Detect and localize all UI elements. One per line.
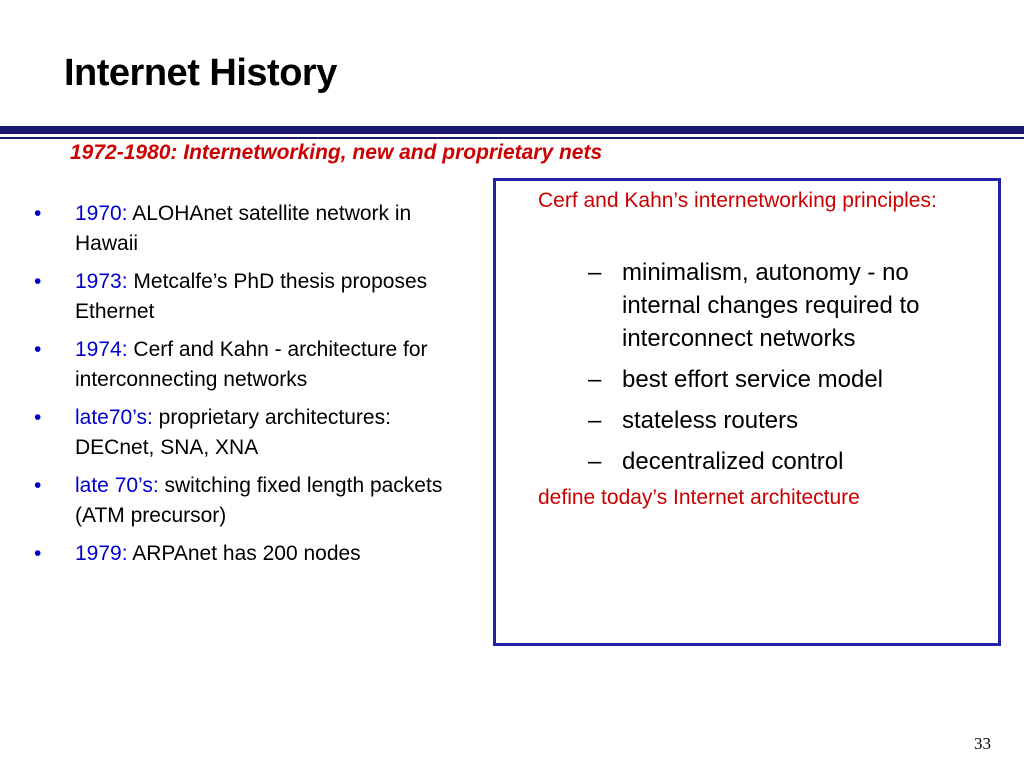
list-item-year: 1973: bbox=[75, 270, 128, 293]
list-item-text: switching fixed length packets (ATM precursor) bbox=[75, 474, 443, 527]
principles-footer: define today’s Internet architecture bbox=[538, 486, 860, 509]
bullet-icon: • bbox=[34, 338, 42, 361]
list-item bbox=[30, 199, 470, 259]
principles-heading: Cerf and Kahn’s internetworking principles: bbox=[538, 189, 937, 212]
principle-text: stateless routers bbox=[622, 407, 799, 434]
list-item-year: 1974: bbox=[75, 338, 128, 361]
bullet-icon: • bbox=[34, 406, 42, 429]
list-item-year: 1970: bbox=[75, 202, 128, 225]
list-item-year: 1979: bbox=[75, 542, 128, 565]
title-divider-line bbox=[0, 137, 1024, 139]
principle-item bbox=[588, 256, 988, 355]
list-item bbox=[30, 335, 470, 395]
title-divider-bar bbox=[0, 126, 1024, 134]
history-bullet-list bbox=[30, 199, 470, 577]
list-item-text: ARPAnet has 200 nodes bbox=[127, 542, 361, 565]
bullet-icon: • bbox=[34, 542, 42, 565]
list-item-text: ALOHAnet satellite network in Hawaii bbox=[75, 202, 412, 255]
list-item bbox=[30, 403, 470, 463]
list-item-year: late 70’s: bbox=[75, 474, 159, 497]
principle-text: minimalism, autonomy - no internal changes required to interconnect networks bbox=[622, 259, 920, 352]
dash-icon: – bbox=[588, 366, 602, 393]
dash-icon: – bbox=[588, 259, 602, 286]
bullet-icon: • bbox=[34, 270, 42, 293]
principle-item bbox=[588, 445, 988, 478]
dash-icon: – bbox=[588, 407, 602, 434]
list-item-year: late70’s: bbox=[75, 406, 153, 429]
principle-item bbox=[588, 404, 988, 437]
principle-item bbox=[588, 363, 988, 396]
list-item-text: Metcalfe’s PhD thesis proposes Ethernet bbox=[75, 270, 428, 323]
bullet-icon: • bbox=[34, 474, 42, 497]
list-item-text: Cerf and Kahn - architecture for interconnecting networks bbox=[75, 338, 428, 391]
slide-title: Internet History bbox=[64, 52, 337, 94]
bullet-icon: • bbox=[34, 202, 42, 225]
list-item bbox=[30, 539, 470, 569]
list-item bbox=[30, 471, 470, 531]
slide-subtitle: 1972-1980: Internetworking, new and proprietary nets bbox=[70, 141, 603, 164]
dash-icon: – bbox=[588, 448, 602, 475]
principle-text: best effort service model bbox=[622, 366, 884, 393]
page-number: 33 bbox=[974, 734, 991, 753]
principle-text: decentralized control bbox=[622, 448, 844, 475]
principles-box bbox=[493, 178, 1001, 646]
list-item-text: proprietary architectures: DECnet, SNA, XNA bbox=[75, 406, 391, 459]
principles-list bbox=[588, 256, 988, 486]
list-item bbox=[30, 267, 470, 327]
